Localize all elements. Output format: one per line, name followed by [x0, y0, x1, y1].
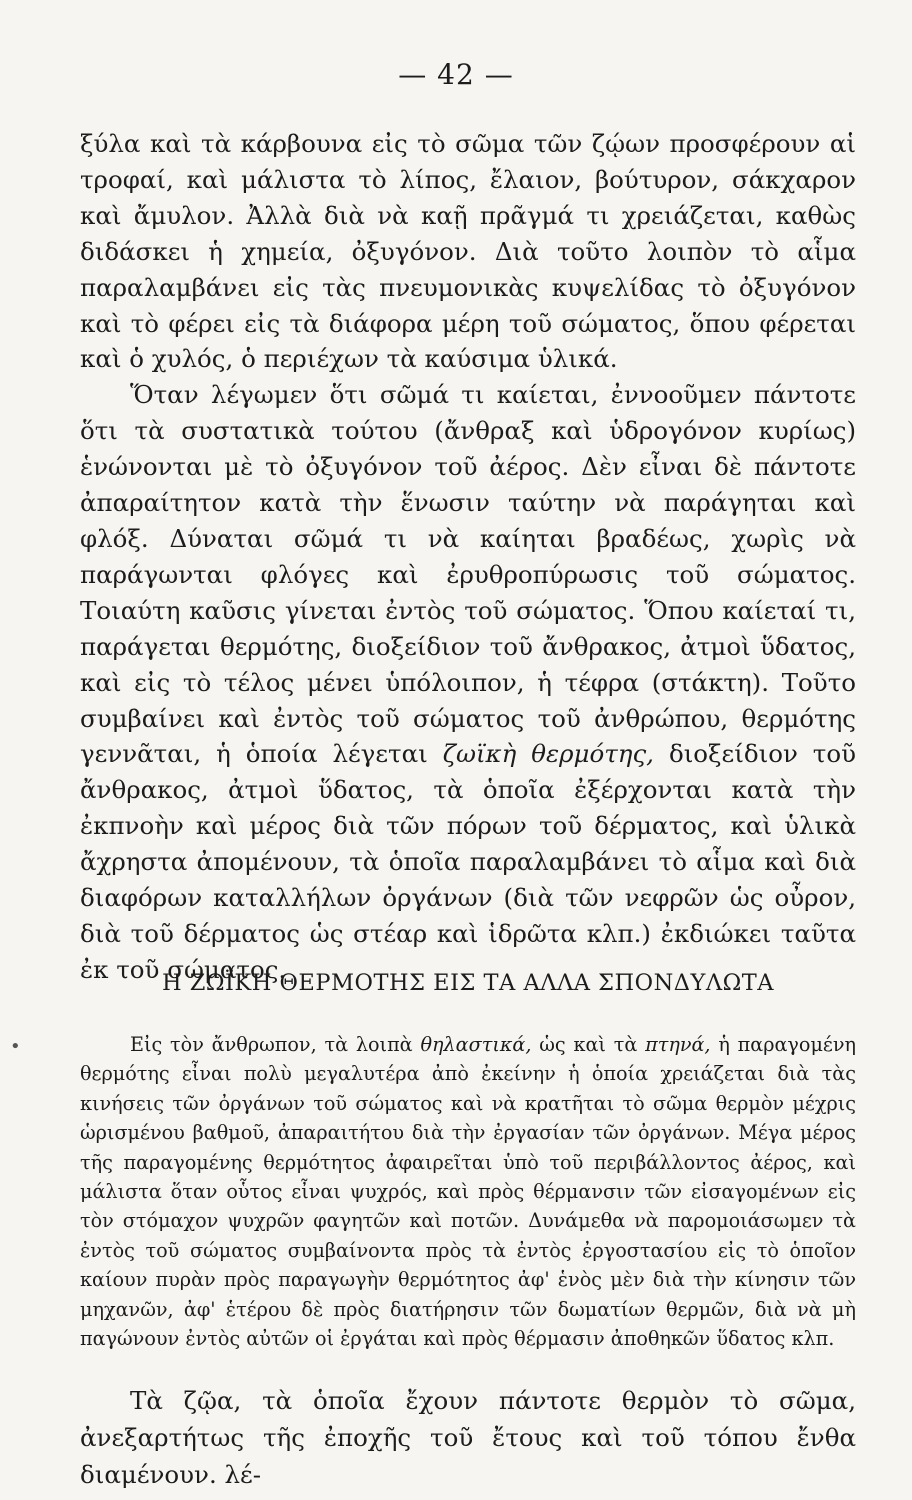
small-para-c: ἡ παραγομένη θερμότης εἶναι πολὺ μεγαλυτέρα ἀπὸ ἐκείνην ἡ ὁποία χρειάζεται διὰ τὰς κινήσεις τῶν ὀργάνων τοῦ σώματος καὶ νὰ κρατῆται τὸ σῶμα θερμὸν μέχρις ὡρισμένου βαθμοῦ, ἀπαραιτήτου διὰ τὴν ἐργασίαν τῶν ὀργάνων. Μέγα μέρος τῆς παραγομένης θερμότητος ἀφαιρεῖται ὑπὸ τοῦ περιβάλλοντος ἀέρος, καὶ μάλιστα ὅταν οὗτος εἶναι ψυχρός, καὶ πρὸς θέρμανσιν τῶν εἰσαγομένων εἰς τὸν στόμαχον ψυχρῶν φαγητῶν καὶ ποτῶν. Δυνάμεθα νὰ παρομοιάσωμεν τὰ ἐντὸς τοῦ σώματος συμβαίνοντα πρὸς τὰ ἐντὸς ἐργοστασίου εἰς τὸ ὁποῖον καίουν πυρὰν πρὸς παραγωγὴν θερμότητος ἀφ' ἑνὸς μὲν διὰ τὴν κίνησιν τῶν μηχανῶν, ἀφ' ἑτέρου δὲ πρὸς διατήρησιν τῶν δωματίων θερμῶν, διὰ νὰ μὴ παγώνουν ἐντὸς αὐτῶν οἱ ἐργάται καὶ πρὸς θέρμασιν ἀποθηκῶν ὕδατος κλπ.: [80, 1033, 857, 1351]
term-animal-heat: ζωϊκὴ θερμότης,: [442, 739, 654, 769]
paragraph-continuation: [80, 126, 856, 377]
paragraph-vertebrates: [80, 1030, 856, 1353]
small-text-block: [80, 1030, 856, 1353]
paragraph-2-end: διοξείδιον τοῦ ἄνθρακος, ἀτμοὶ ὕδατος, τὰ ὁποῖα ἐξέρχονται κατὰ τὴν ἐκπνοὴν καὶ μέρος διὰ τῶν πόρων τοῦ δέρματος, καὶ ὑλικὰ ἄχρηστα ἀπομένουν, τὰ ὁποῖα παραλαμβάνει τὸ αἷμα καὶ διὰ διαφόρων καταλλήλων ὀργάνων (διὰ τῶν νεφρῶν ὡς οὖρον, διὰ τοῦ δέρματος ὡς στέαρ καὶ ἱδρῶτα κλπ.) ἐκδιώκει ταῦτα ἐκ τοῦ σώματος.: [80, 739, 856, 984]
bottom-text-block: [80, 1382, 856, 1493]
term-birds: πτηνά,: [645, 1033, 711, 1056]
small-para-a: Εἰς τὸν ἄνθρωπον, τὰ λοιπὰ: [130, 1033, 413, 1056]
small-para-b: ὡς καὶ τὰ: [539, 1033, 638, 1056]
paragraph-combustion: [80, 377, 856, 987]
section-heading: Η ΖΩΪΚΗ ΘΕΡΜΟΤΗΣ ΕΙΣ ΤΑ ΑΛΛΑ ΣΠΟΝΔΥΛΩΤΑ: [161, 970, 775, 996]
term-mammals: θηλαστικά,: [420, 1033, 532, 1056]
main-text-block: [80, 126, 856, 988]
paragraph-2-start: Ὅταν λέγωμεν ὅτι σῶμά τι καίεται, ἐννοοῦμεν πάντοτε ὅτι τὰ συστατικὰ τούτου (ἄνθραξ καὶ ὑδρογόνον κυρίως) ἑνώνονται μὲ τὸ ὀξυγόνον τοῦ ἀέρος. Δὲν εἶναι δὲ πάντοτε ἀπαραίτητον κατὰ τὴν ἕνωσιν ταύτην νὰ παράγηται καὶ φλόξ. Δύναται σῶμά τι νὰ καίηται βραδέως, χωρὶς νὰ παράγωνται φλόγες καὶ ἐρυθροπύρωσις τοῦ σώματος. Τοιαύτη καῦσις γίνεται ἐντὸς τοῦ σώματος. Ὅπου καίεταί τι, παράγεται θερμότης, διοξείδιον τοῦ ἄνθρακος, ἀτμοὶ ὕδατος, καὶ εἰς τὸ τέλος μένει ὑπόλοιπον, ἡ τέφρα (στάκτη). Τοῦτο συμβαίνει καὶ ἐντὸς τοῦ σώματος τοῦ ἀνθρώπου, θερμότης γεννᾶται, ἡ ὁποία λέγεται: [80, 380, 856, 769]
margin-dot: •: [10, 1036, 21, 1057]
paragraph-warm-blooded: Τὰ ζῷα, τὰ ὁποῖα ἔχουν πάντοτε θερμὸν τὸ σῶμα, ἀνεξαρτήτως τῆς ἐποχῆς τοῦ ἔτους καὶ τοῦ τόπου ἔνθα διαμένουν. λέ-: [80, 1386, 856, 1489]
paragraph-1-text: ξύλα καὶ τὰ κάρβουνα εἰς τὸ σῶμα τῶν ζῴων προσφέρουν αἱ τροφαί, καὶ μάλιστα τὸ λίπος, ἔλαιον, βούτυρον, σάκχαρον καὶ ἄμυλον. Ἀλλὰ διὰ νὰ καῇ πρᾶγμά τι χρειάζεται, καθὼς διδάσκει ἡ χημεία, ὀξυγόνον. Διὰ τοῦτο λοιπὸν τὸ αἷμα παραλαμβάνει εἰς τὰς πνευμονικὰς κυψελίδας τὸ ὀξυγόνον καὶ τὸ φέρει εἰς τὰ διάφορα μέρη τοῦ σώματος, ὅπου φέρεται καὶ ὁ χυλός, ὁ περιέχων τὰ καύσιμα ὑλικά.: [80, 129, 856, 374]
page-number: — 42 —: [398, 58, 514, 91]
